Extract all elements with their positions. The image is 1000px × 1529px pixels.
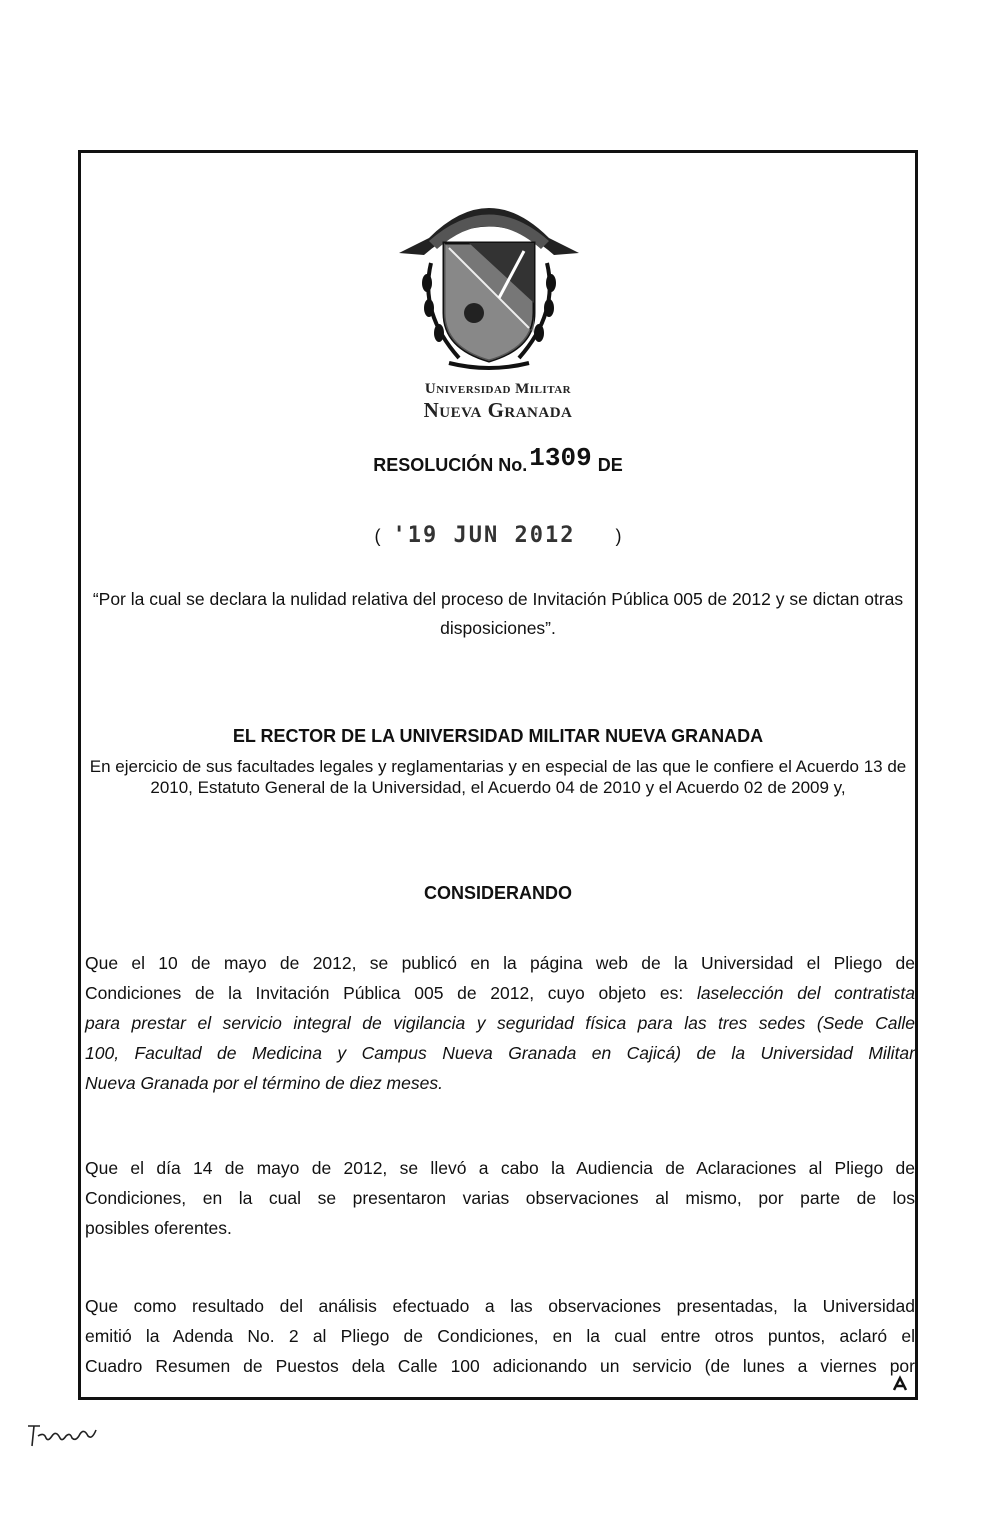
paragraph-line-italic: laselección del contratista bbox=[696, 983, 916, 1003]
resolution-heading bbox=[81, 443, 915, 479]
considerando-heading: CONSIDERANDO bbox=[423, 883, 572, 903]
paragraph-line-normal: Condiciones de la Invitación Pública 005 de 2012, cuyo objeto es: bbox=[85, 983, 684, 1003]
paragraph-line: Que el día 14 de mayo de 2012, se llevó a cabo la Audiencia de Aclaraciones al Pliego de bbox=[85, 1158, 915, 1178]
paragraph-line: Cuadro Resumen de Puestos dela Calle 100 adicionando un servicio (de lunes a viernes por bbox=[85, 1356, 915, 1376]
considerando-paragraph-1 bbox=[85, 948, 915, 1098]
institution-name-line-2: Nueva Granada bbox=[423, 398, 573, 422]
document-frame bbox=[78, 150, 918, 1400]
paragraph-line: para prestar el servicio integral de vigilancia y seguridad física para las tres sedes (Sede Calle bbox=[85, 1013, 915, 1033]
date-open-paren: ( bbox=[374, 526, 381, 546]
considerando-paragraph-3 bbox=[85, 1291, 915, 1381]
resolution-date bbox=[81, 523, 915, 548]
resolution-subject: “Por la cual se declara la nulidad relativa del proceso de Invitación Pública 005 de 2012 y se dictan otras disposiciones”. bbox=[92, 589, 904, 638]
date-close-paren: ) bbox=[615, 526, 622, 546]
faculties-paragraph: En ejercicio de sus facultades legales y reglamentarias y en especial de las que le confiere el Acuerdo 13 de 2010, Estatuto General de la Universidad, el Acuerdo 04 de 2010 y el Acuerdo 02 de 2009 y, bbox=[89, 757, 907, 797]
rector-heading: EL RECTOR DE LA UNIVERSIDAD MILITAR NUEVA GRANADA bbox=[232, 726, 764, 746]
initials-mark-icon bbox=[891, 1375, 909, 1393]
paragraph-line: Que como resultado del análisis efectuado a las observaciones presentadas, la Universidad bbox=[85, 1296, 915, 1316]
paragraph-line: Nueva Granada por el término de diez meses. bbox=[85, 1073, 443, 1093]
resolution-de: DE bbox=[597, 455, 623, 475]
paragraph-line: posibles oferentes. bbox=[85, 1218, 232, 1238]
date-stamp: '19 JUN 2012 bbox=[392, 523, 576, 548]
paragraph-line: Condiciones, en la cual se presentaron varias observaciones al mismo, por parte de los bbox=[85, 1188, 915, 1208]
institution-name-line-1: Universidad Militar bbox=[424, 381, 572, 397]
paragraph-line: 100, Facultad de Medicina y Campus Nueva Granada en Cajicá) de la Universidad Militar bbox=[85, 1043, 915, 1063]
resolution-label: RESOLUCIÓN No. bbox=[373, 455, 528, 475]
paragraph-line: emitió la Adenda No. 2 al Pliego de Condiciones, en la cual entre otros puntos, aclaró el bbox=[85, 1326, 915, 1346]
university-crest-logo bbox=[389, 183, 589, 383]
considerando-paragraph-2 bbox=[85, 1153, 915, 1243]
handwritten-initials-icon bbox=[24, 1420, 104, 1450]
paragraph-line: Que el 10 de mayo de 2012, se publicó en la página web de la Universidad el Pliego de bbox=[85, 953, 915, 973]
paragraph-line bbox=[85, 978, 915, 1008]
resolution-number: 1309 bbox=[529, 443, 592, 473]
